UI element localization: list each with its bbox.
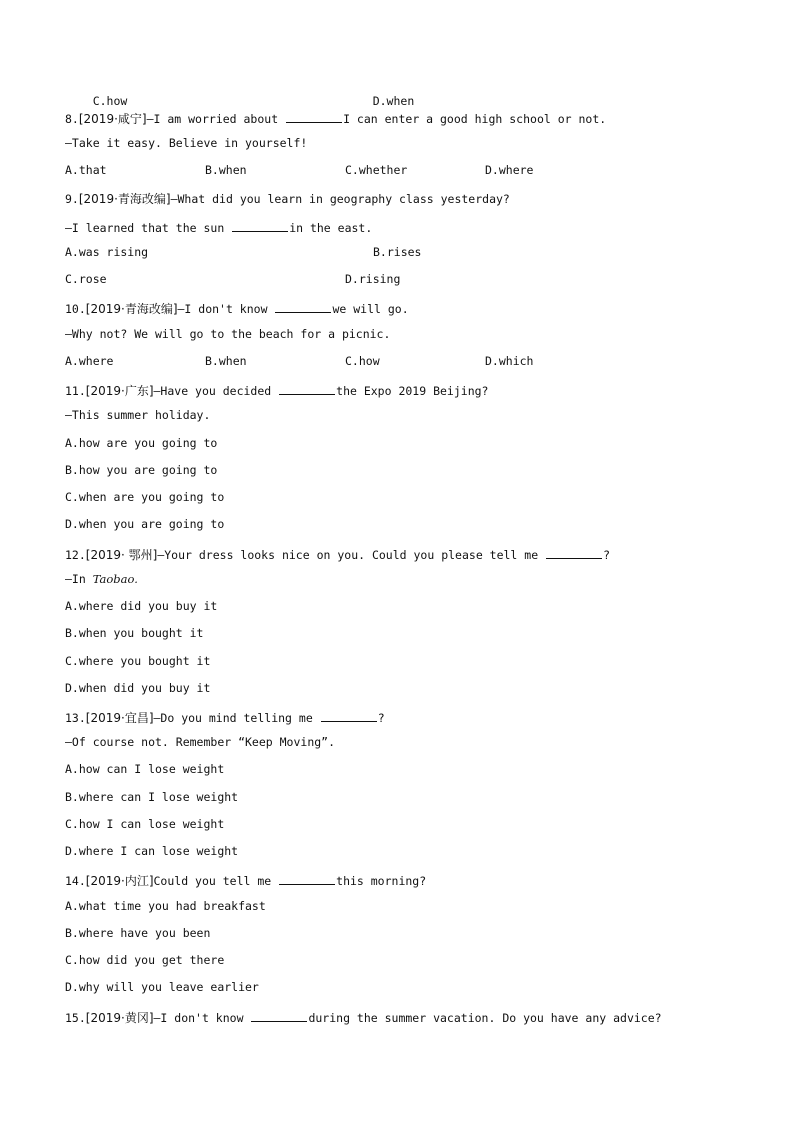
q8-text-before: —I am worried about	[146, 112, 279, 126]
q11-number: 11.	[65, 384, 86, 398]
q9-stem	[65, 193, 510, 207]
q7-option-c: C.how	[92, 93, 128, 108]
q14-option-b: B.where have you been	[65, 926, 211, 940]
q14-option-d: D.why will you leave earlier	[65, 980, 259, 994]
q14-stem	[65, 873, 426, 887]
q12-number: 12.	[65, 548, 86, 562]
q7-option-d: D.when	[372, 93, 415, 108]
q9-reply-after: in the east.	[289, 221, 373, 235]
q13-option-c: C.how I can lose weight	[65, 817, 225, 831]
q13-number: 13.	[65, 711, 86, 725]
q10-option-b: B.when	[205, 354, 247, 368]
q9-source: [2019·青海改编]	[78, 192, 171, 206]
q9-option-c: C.rose	[65, 272, 107, 286]
q10-options-row	[65, 356, 533, 370]
q15-text-after: during the summer vacation. Do you have any advice?	[308, 1011, 662, 1025]
q13-text-before: —Do you mind telling me	[153, 711, 313, 725]
q10-option-d: D.which	[485, 354, 534, 368]
q15-source: [2019·黄冈]	[85, 1011, 154, 1025]
q8-option-c: C.whether	[345, 163, 408, 177]
q10-reply: —Why not? We will go to the beach for a picnic.	[65, 327, 391, 341]
q9-options-row-2	[65, 274, 400, 288]
q9-option-a: A.was rising	[65, 245, 149, 259]
q12-option-b: B.when you bought it	[65, 626, 204, 640]
q12-reply	[65, 574, 138, 588]
q13-text-after: ?	[377, 711, 385, 725]
q11-option-d: D.when you are going to	[65, 517, 225, 531]
q12-blank	[546, 547, 602, 559]
q12-option-c: C.where you bought it	[65, 654, 211, 668]
q12-option-a: A.where did you buy it	[65, 599, 218, 613]
q13-reply: —Of course not. Remember “Keep Moving”.	[65, 735, 336, 749]
q9-option-b: B.rises	[373, 245, 422, 259]
q12-reply-prefix: —In	[65, 572, 93, 586]
q9-options-row-1	[65, 247, 421, 261]
q14-option-a: A.what time you had breakfast	[65, 899, 266, 913]
q9-option-d: D.rising	[345, 272, 401, 286]
q9-reply-before: —I learned that the sun	[65, 221, 225, 235]
q15-stem	[65, 1010, 662, 1024]
q12-text-after: ?	[603, 548, 611, 562]
q11-blank	[279, 383, 335, 395]
q10-stem	[65, 301, 409, 315]
q8-blank	[286, 111, 342, 123]
q13-source: [2019·宜昌]	[85, 711, 154, 725]
q8-options-row	[65, 165, 533, 179]
q7-options-row	[65, 84, 415, 108]
q8-number: 8.	[65, 112, 79, 126]
q10-blank	[275, 301, 331, 313]
q13-stem	[65, 710, 385, 724]
q8-option-d: D.where	[485, 163, 534, 177]
q12-stem	[65, 547, 610, 561]
q12-source: [2019· 鄂州]	[85, 548, 158, 562]
q11-option-a: A.how are you going to	[65, 436, 218, 450]
q8-option-b: B.when	[205, 163, 247, 177]
q10-option-c: C.how	[345, 354, 380, 368]
q11-option-b: B.how you are going to	[65, 463, 218, 477]
q11-stem	[65, 383, 488, 397]
q12-reply-italic: Taobao.	[92, 572, 138, 586]
q9-reply	[65, 220, 372, 234]
q13-option-a: A.how can I lose weight	[65, 762, 225, 776]
q14-option-c: C.how did you get there	[65, 953, 225, 967]
q9-text: —What did you learn in geography class yesterday?	[170, 192, 510, 206]
q13-blank	[321, 710, 377, 722]
q8-stem	[65, 111, 606, 125]
q11-reply: —This summer holiday.	[65, 408, 211, 422]
q12-option-d: D.when did you buy it	[65, 681, 211, 695]
q14-text-after: this morning?	[336, 874, 427, 888]
q15-blank	[251, 1010, 307, 1022]
q11-option-c: C.when are you going to	[65, 490, 225, 504]
q11-source: [2019·广东]	[85, 384, 154, 398]
q13-option-b: B.where can I lose weight	[65, 790, 239, 804]
q14-blank	[279, 873, 335, 885]
q15-number: 15.	[65, 1011, 86, 1025]
q10-text-after: we will go.	[332, 302, 409, 316]
q10-text-before: —I don't know	[177, 302, 268, 316]
q10-number: 10.	[65, 302, 86, 316]
q15-text-before: —I don't know	[153, 1011, 244, 1025]
q8-option-a: A.that	[65, 163, 107, 177]
q12-text-before: —Your dress looks nice on you. Could you please tell me	[157, 548, 539, 562]
q11-text-before: —Have you decided	[153, 384, 272, 398]
q10-source: [2019·青海改编]	[85, 302, 178, 316]
q11-text-after: the Expo 2019 Beijing?	[336, 384, 489, 398]
q8-reply: —Take it easy. Believe in yourself!	[65, 136, 308, 150]
q8-text-after: I can enter a good high school or not.	[343, 112, 607, 126]
q14-source: [2019·内江]	[85, 874, 154, 888]
q14-text-before: Could you tell me	[153, 874, 272, 888]
q13-option-d: D.where I can lose weight	[65, 844, 239, 858]
q14-number: 14.	[65, 874, 86, 888]
q8-source: [2019·咸宁]	[78, 112, 147, 126]
q10-option-a: A.where	[65, 354, 114, 368]
q9-blank	[232, 220, 288, 232]
q9-number: 9.	[65, 192, 79, 206]
